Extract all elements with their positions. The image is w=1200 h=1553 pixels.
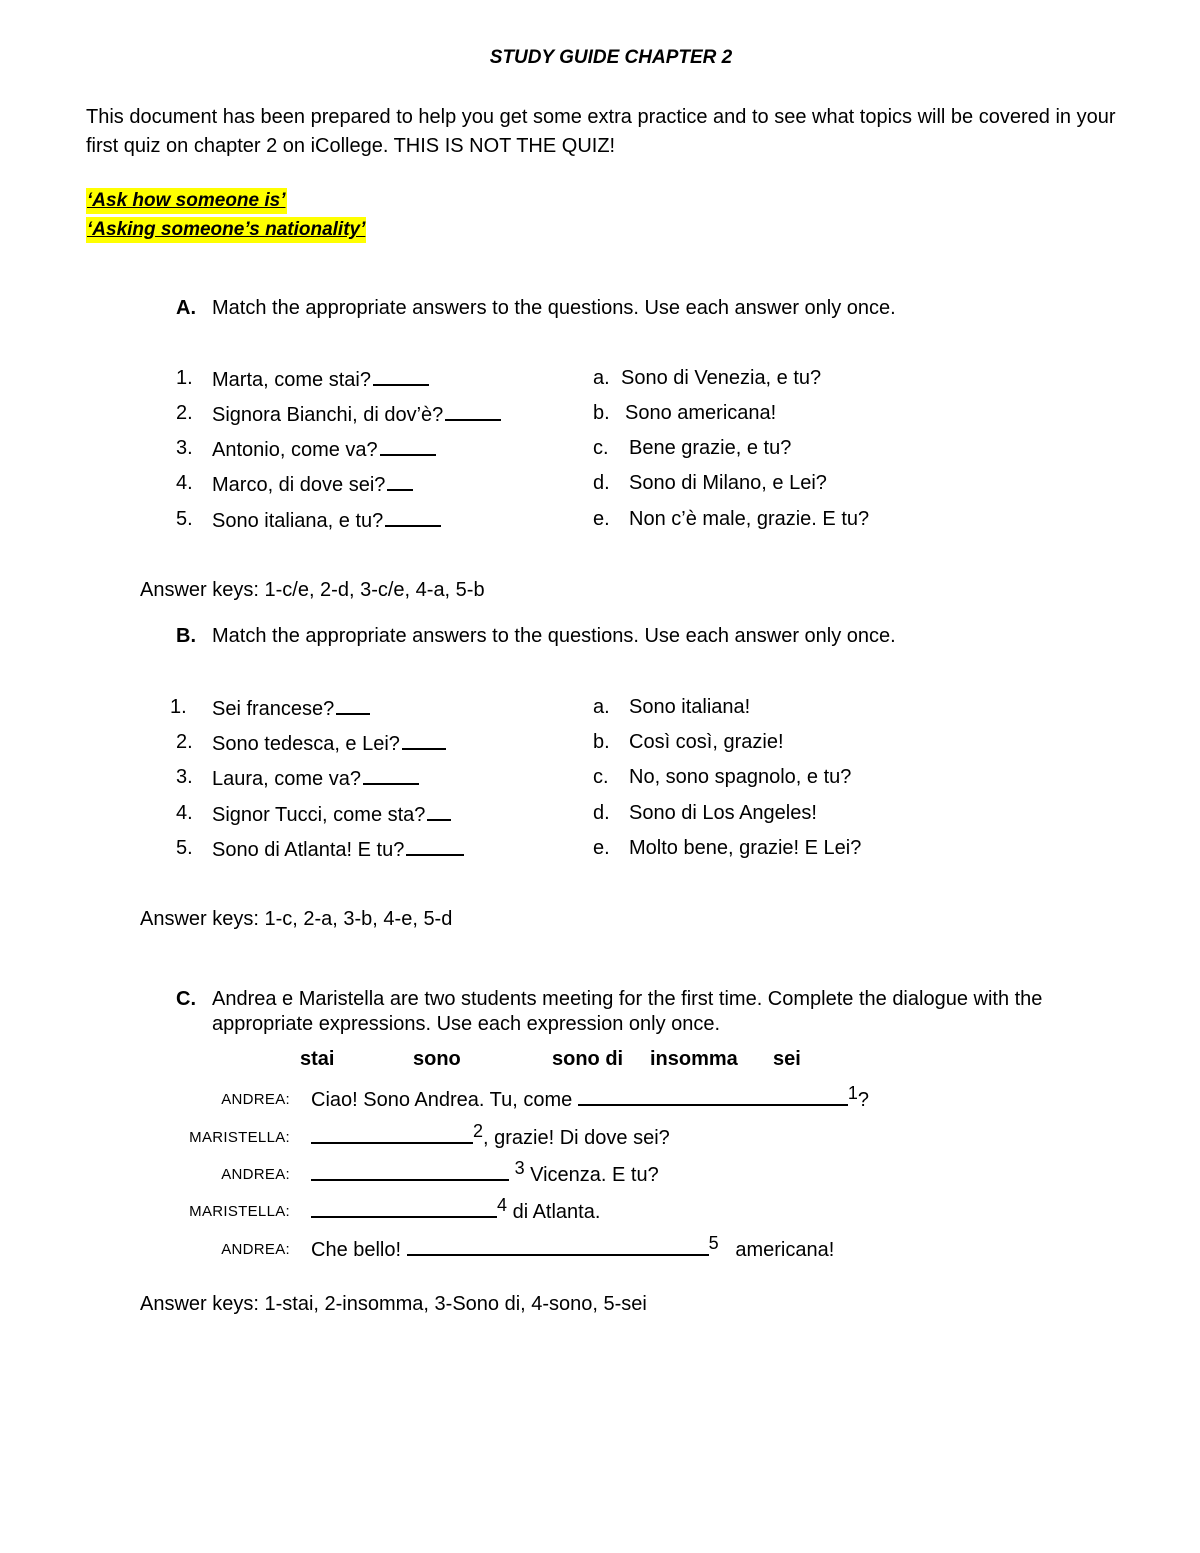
word-bank-item: sono [413, 1048, 461, 1070]
question-text: Signora Bianchi, di dov’è? [212, 400, 501, 428]
answer-text: Bene grazie, e tu? [629, 437, 792, 459]
answer-letter: a. [593, 367, 610, 389]
dialogue-blank-2[interactable] [311, 1122, 473, 1144]
question-text: Marta, come stai? [212, 365, 429, 393]
question-text: Signor Tucci, come sta? [212, 800, 451, 828]
section-a-letter: A. [176, 297, 196, 319]
question-number: 5. [176, 508, 193, 530]
section-c-instruction-1: Andrea e Maristella are two students meeting for the first time. Complete the dialogue with the [212, 988, 1043, 1010]
section-b-letter: B. [176, 625, 196, 647]
question-number: 1. [176, 367, 193, 389]
answer-letter: b. [593, 731, 610, 753]
answer-keys-a: Answer keys: 1-c/e, 2-d, 3-c/e, 4-a, 5-b [140, 579, 485, 601]
answer-text: Sono di Los Angeles! [629, 802, 817, 824]
speaker-maristella: MARISTELLA: [189, 1129, 290, 1146]
question-text: Sono tedesca, e Lei? [212, 729, 446, 757]
answer-blank[interactable] [387, 470, 413, 491]
answer-blank[interactable] [445, 400, 501, 421]
answer-text: Sono americana! [625, 402, 777, 424]
answer-letter: a. [593, 696, 610, 718]
question-number: 4. [176, 472, 193, 494]
question-number: 5. [176, 837, 193, 859]
answer-blank[interactable] [406, 835, 464, 856]
answer-blank[interactable] [380, 435, 436, 456]
speaker-maristella: MARISTELLA: [189, 1203, 290, 1220]
answer-letter: c. [593, 766, 609, 788]
answer-text: Così così, grazie! [629, 731, 784, 753]
answer-text: Non c’è male, grazie. E tu? [629, 508, 870, 530]
answer-blank[interactable] [336, 694, 370, 715]
speaker-andrea: ANDREA: [221, 1166, 290, 1183]
question-text: Sono italiana, e tu? [212, 506, 441, 534]
question-number: 1. [170, 696, 187, 718]
dialogue-blank-1[interactable] [578, 1084, 848, 1106]
question-number: 3. [176, 766, 193, 788]
answer-letter: d. [593, 472, 610, 494]
answer-blank[interactable] [427, 800, 451, 821]
word-bank-item: insomma [650, 1048, 738, 1070]
dialogue-line-4: 4 di Atlanta. [311, 1196, 600, 1225]
dialogue-blank-5[interactable] [407, 1234, 709, 1256]
answer-blank[interactable] [363, 764, 419, 785]
dialogue-blank-4[interactable] [311, 1196, 497, 1218]
dialogue-line-3: 3 Vicenza. E tu? [311, 1159, 659, 1188]
answer-keys-b: Answer keys: 1-c, 2-a, 3-b, 4-e, 5-d [140, 908, 453, 930]
question-text: Sono di Atlanta! E tu? [212, 835, 464, 863]
word-bank-item: sono di [552, 1048, 624, 1070]
answer-letter: b. [593, 402, 610, 424]
answer-text: Molto bene, grazie! E Lei? [629, 837, 862, 859]
dialogue-line-5: Che bello! 5 americana! [311, 1233, 835, 1261]
speaker-andrea: ANDREA: [221, 1091, 290, 1108]
word-bank-item: stai [300, 1048, 335, 1070]
question-text: Laura, come va? [212, 764, 419, 792]
section-b-instruction: Match the appropriate answers to the questions. Use each answer only once. [212, 625, 896, 647]
question-number: 3. [176, 437, 193, 459]
section-c-letter: C. [176, 988, 196, 1010]
answer-text: Sono di Milano, e Lei? [629, 472, 827, 494]
speaker-andrea: ANDREA: [221, 1241, 290, 1258]
dialogue-line-1: Ciao! Sono Andrea. Tu, come 1? [311, 1083, 869, 1111]
dialogue-line-2: 2, grazie! Di dove sei? [311, 1122, 670, 1151]
section-a-instruction: Match the appropriate answers to the questions. Use each answer only once. [212, 297, 896, 319]
topic-highlight-2: ‘Asking someone’s nationality’ [86, 217, 366, 243]
answer-letter: e. [593, 508, 610, 530]
topic-highlight-1: ‘Ask how someone is’ [86, 188, 287, 214]
answer-blank[interactable] [402, 729, 446, 750]
question-text: Marco, di dove sei? [212, 470, 413, 498]
answer-keys-c: Answer keys: 1-stai, 2-insomma, 3-Sono di, 4-sono, 5-sei [140, 1293, 647, 1315]
question-number: 2. [176, 731, 193, 753]
question-number: 4. [176, 802, 193, 824]
dialogue-blank-3[interactable] [311, 1159, 509, 1181]
answer-letter: d. [593, 802, 610, 824]
answer-blank[interactable] [385, 506, 441, 527]
intro-paragraph: This document has been prepared to help you get some extra practice and to see what topics will be covered in your first quiz on chapter 2 on iCollege. THIS IS NOT THE QUIZ! [86, 106, 1116, 157]
answer-text: Sono italiana! [629, 696, 751, 718]
answer-letter: e. [593, 837, 610, 859]
answer-text: No, sono spagnolo, e tu? [629, 766, 852, 788]
answer-text: Sono di Venezia, e tu? [621, 367, 822, 389]
question-text: Sei francese? [212, 694, 370, 722]
question-number: 2. [176, 402, 193, 424]
answer-letter: c. [593, 437, 609, 459]
question-text: Antonio, come va? [212, 435, 436, 463]
answer-blank[interactable] [373, 365, 429, 386]
section-c-instruction-2: appropriate expressions. Use each expression only once. [212, 1013, 721, 1035]
word-bank-item: sei [773, 1048, 801, 1070]
document-title: STUDY GUIDE CHAPTER 2 [489, 47, 733, 68]
